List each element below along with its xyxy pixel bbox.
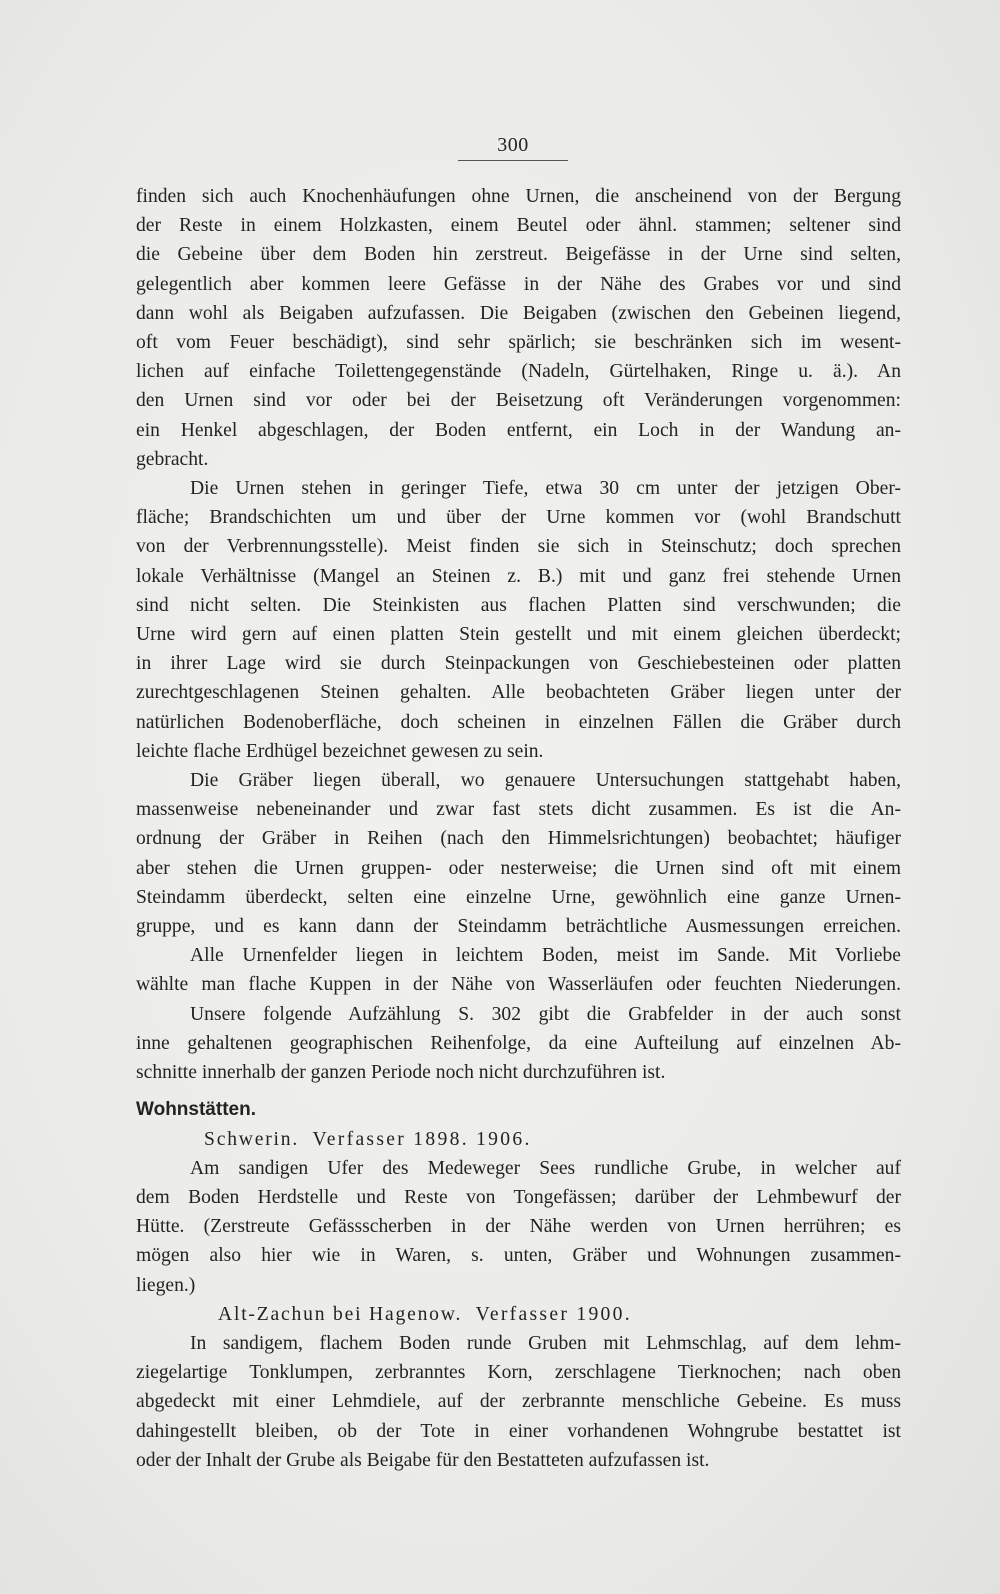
text-line: Hütte. (Zerstreute Gefässscherben in der Nähe werden von Urnen herrühren; es [136, 1216, 901, 1238]
site-source: Verfasser 1898. 1906. [312, 1128, 532, 1150]
text-line: Am sandigen Ufer des Medeweger Sees rundliche Grube, in welcher auf [190, 1157, 901, 1179]
text-line: ordnung der Gräber in Reihen (nach den Himmelsrichtungen) beobachtet; häufiger [136, 828, 901, 850]
text-line: massenweise nebeneinander und zwar fast stets dicht zusammen. Es ist die An- [136, 799, 901, 821]
body-text [136, 182, 901, 1475]
text-line: ein Henkel abgeschlagen, der Boden entfernt, ein Loch in der Wandung an- [136, 419, 901, 441]
text-line: gelegentlich aber kommen leere Gefässe in der Nähe des Grabes vor und sind [136, 273, 901, 295]
text-line: lichen auf einfache Toilettengegenstände (Nadeln, Gürtelhaken, Ringe u. ä.). An [136, 361, 901, 383]
text-line: den Urnen sind vor oder bei der Beisetzung oft Veränderungen vorgenommen: [136, 390, 901, 412]
text-line: dann wohl als Beigaben aufzufassen. Die Beigaben (zwischen den Gebeinen liegend, [136, 302, 901, 324]
site-name: Alt-Zachun bei Hagenow. [218, 1303, 463, 1325]
text-line: Urne wird gern auf einen platten Stein gestellt und mit einem gleichen überdeckt; [136, 624, 901, 646]
site-source: Verfasser 1900. [475, 1303, 632, 1325]
text-line: fläche; Brandschichten um und über der Urne kommen vor (wohl Brandschutt [136, 507, 901, 529]
text-line: Alle Urnenfelder liegen in leichtem Boden, meist im Sande. Mit Vorliebe [190, 945, 901, 967]
text-line: gruppe, und es kann dann der Steindamm beträchtliche Ausmessungen erreichen. [136, 916, 901, 938]
text-line: finden sich auch Knochenhäufungen ohne Urnen, die anscheinend von der Bergung [136, 186, 901, 207]
section-heading: Wohnstätten. [136, 1099, 256, 1121]
text-line: zurechtgeschlagenen Steinen gehalten. Alle beobachteten Gräber liegen unter der [136, 682, 901, 704]
text-line: dem Boden Herdstelle und Reste von Tongefässen; darüber der Lehmbewurf der [136, 1186, 901, 1208]
text-line: inne gehaltenen geographischen Reihenfolge, da eine Aufteilung auf einzelnen Ab- [136, 1032, 901, 1054]
text-line: Steindamm überdeckt, selten eine einzelne Urne, gewöhnlich eine ganze Urnen- [136, 886, 901, 908]
text-line: In sandigem, flachem Boden runde Gruben mit Lehmschlag, auf dem lehm- [190, 1332, 901, 1354]
text-line: wählte man flache Kuppen in der Nähe von Wasserläufen oder feuchten Niederungen. [136, 974, 901, 996]
text-line: abgedeckt mit einer Lehmdiele, auf der zerbrannte menschliche Gebeine. Es muss [136, 1391, 901, 1413]
text-line: oft vom Feuer beschädigt), sind sehr spärlich; sie beschränken sich im wesent- [136, 332, 901, 354]
site-entry-header [136, 1300, 901, 1329]
text-line: oder der Inhalt der Grube als Beigabe für den Bestatteten aufzufassen ist. [136, 1449, 710, 1471]
page-number-rule [458, 160, 568, 161]
text-line: in ihrer Lage wird sie durch Steinpackungen von Geschiebesteinen oder platten [136, 653, 901, 675]
site-entry-header [136, 1125, 901, 1154]
text-line: leichte flache Erdhügel bezeichnet gewesen zu sein. [136, 740, 544, 762]
text-line: dahingestellt bleiben, ob der Tote in einer vorhandenen Wohngrube bestattet ist [136, 1420, 901, 1442]
site-name: Schwerin. [204, 1128, 300, 1150]
text-line: gebracht. [136, 448, 209, 470]
text-line: ziegelartige Tonklumpen, zerbranntes Korn, zerschlagene Tierknochen; nach oben [136, 1362, 901, 1384]
text-line: von der Verbrennungsstelle). Meist finden sie sich in Steinschutz; doch sprechen [136, 536, 901, 558]
text-line: der Reste in einem Holzkasten, einem Beutel oder ähnl. stammen; seltener sind [136, 215, 901, 237]
text-line: natürlichen Bodenoberfläche, doch scheinen in einzelnen Fällen die Gräber durch [136, 711, 901, 733]
text-line: lokale Verhältnisse (Mangel an Steinen z. B.) mit und ganz frei stehende Urnen [136, 565, 901, 587]
text-line: schnitte innerhalb der ganzen Periode noch nicht durchzuführen ist. [136, 1062, 666, 1084]
page-number: 300 [497, 134, 529, 156]
text-line: aber stehen die Urnen gruppen- oder nesterweise; die Urnen sind oft mit einem [136, 857, 901, 879]
text-line: die Gebeine über dem Boden hin zerstreut. Beigefässe in der Urne sind selten, [136, 244, 901, 266]
text-line: sind nicht selten. Die Steinkisten aus flachen Platten sind verschwunden; die [136, 594, 901, 616]
text-line: Die Gräber liegen überall, wo genauere Untersuchungen stattgehabt haben, [190, 770, 901, 792]
text-line: Die Urnen stehen in geringer Tiefe, etwa 30 cm unter der jetzigen Ober- [190, 478, 901, 500]
text-line: liegen.) [136, 1274, 196, 1296]
text-line: Unsere folgende Aufzählung S. 302 gibt die Grabfelder in der auch sonst [190, 1003, 901, 1025]
text-line: mögen also hier wie in Waren, s. unten, Gräber und Wohnungen zusammen- [136, 1245, 901, 1267]
